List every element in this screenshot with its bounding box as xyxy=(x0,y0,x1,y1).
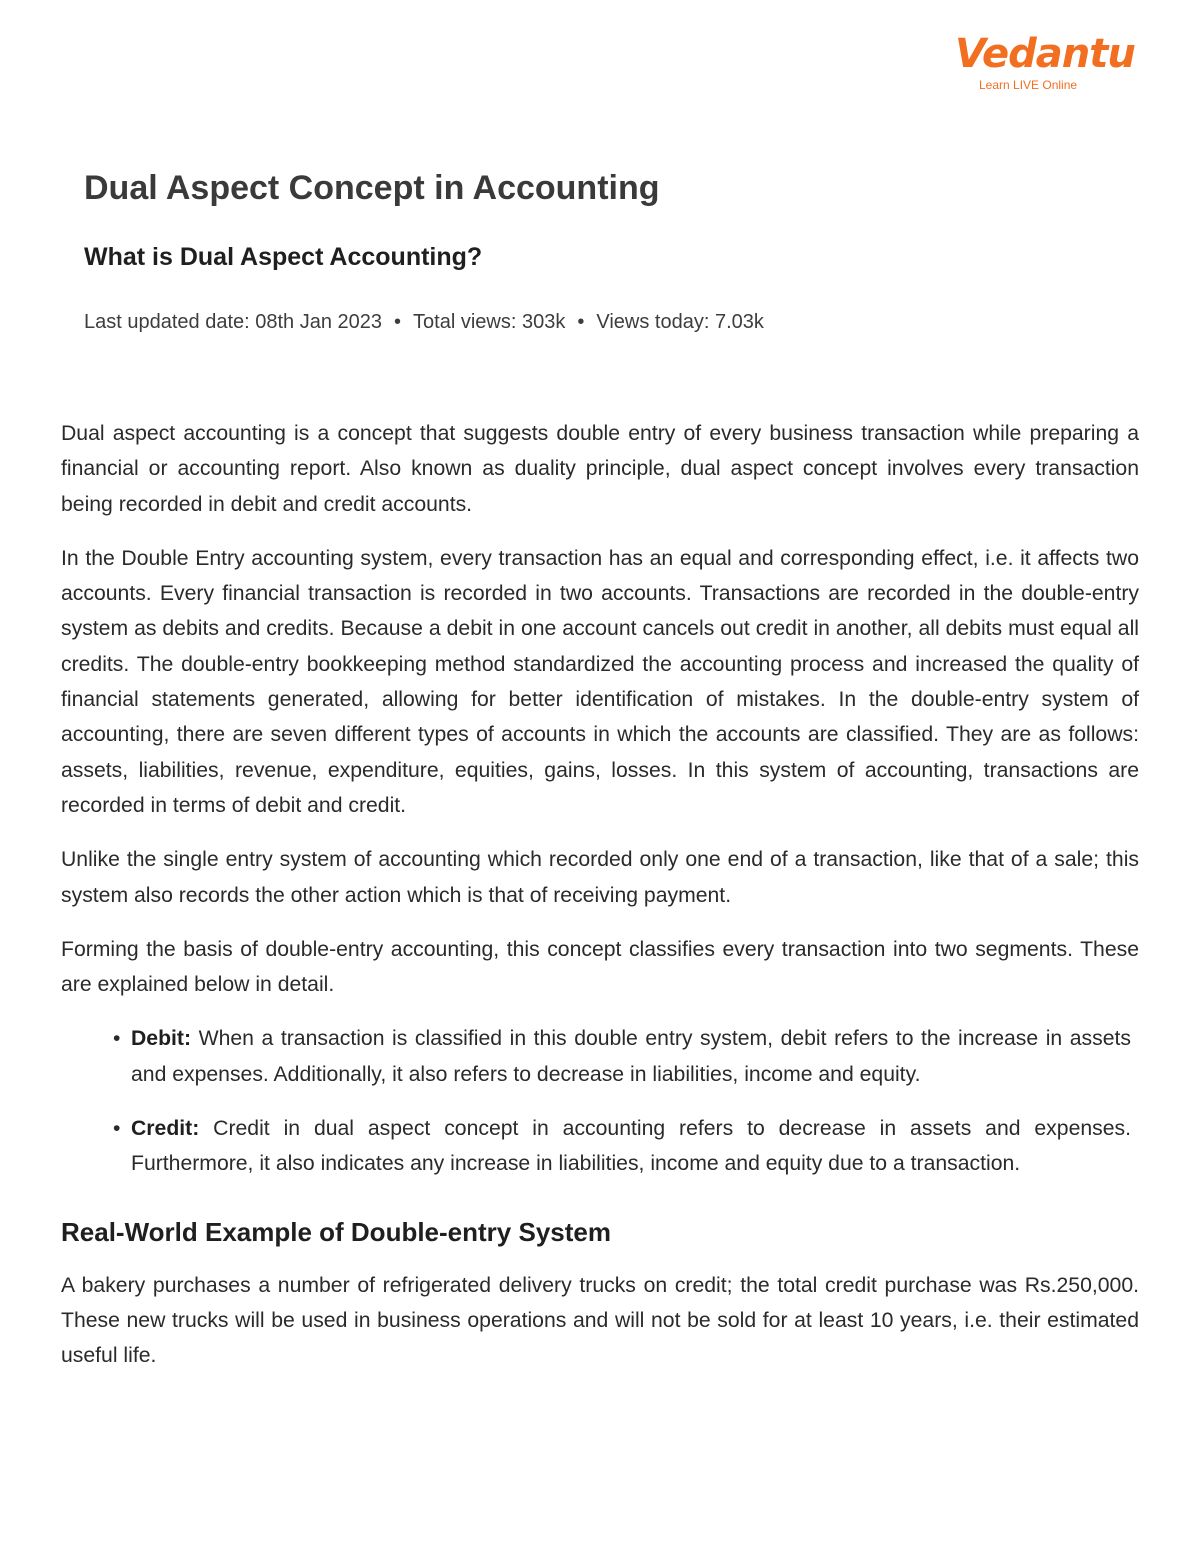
debit-text: When a transaction is classified in this double entry system, debit refers to the increase in assets and expenses. Additionally, it also refers to decrease in liabilities, income and equity. xyxy=(131,1027,1131,1086)
logo-tagline: Learn LIVE Online xyxy=(979,78,1078,92)
credit-term: Credit: xyxy=(131,1117,200,1141)
single-entry-paragraph: Unlike the single entry system of accounting which recorded only one end of a transaction, like that of a sale; this system also records the other action which is that of receiving payment. xyxy=(61,848,1139,907)
bullet-icon: • xyxy=(113,1117,121,1141)
debit-credit-list xyxy=(61,1021,1131,1181)
article-body xyxy=(61,416,1139,1393)
credit-text: Credit in dual aspect concept in accounting refers to decrease in assets and expenses. Furthermore, it also indicates any increase in liabilities, income and equity due to a transaction. xyxy=(131,1117,1131,1176)
bullet-icon: • xyxy=(113,1027,121,1051)
vedantu-logo[interactable] xyxy=(955,30,1135,92)
double-entry-paragraph: In the Double Entry accounting system, every transaction has an equal and corresponding effect, i.e. it affects two accounts. Every financial transaction is recorded in two accounts. Transactions are recorded in the double-entry system as debits and credits. Because a debit in one account cancels out credit in another, all debits must equal all credits. The double-entry bookkeeping method standardized the accounting process and increased the quality of financial statements generated, allowing for better identification of mistakes. In the double-entry system of accounting, there are seven different types of accounts in which the accounts are classified. They are as follows: assets, liabilities, revenue, expenditure, equities, gains, losses. In this system of accounting, transactions are recorded in terms of debit and credit. xyxy=(61,546,1139,817)
page-subtitle: What is Dual Aspect Accounting? xyxy=(84,243,483,271)
views-today: Views today: 7.03k xyxy=(596,311,764,333)
list-item-credit xyxy=(113,1111,1131,1182)
last-updated-date: Last updated date: 08th Jan 2023 xyxy=(84,311,383,333)
total-views: Total views: 303k xyxy=(413,311,566,333)
meta-separator-1: • xyxy=(394,311,402,333)
classification-paragraph: Forming the basis of double-entry accounting, this concept classifies every transaction into two segments. These are explained below in detail. xyxy=(61,937,1139,997)
article-header xyxy=(84,166,1124,336)
debit-term: Debit: xyxy=(131,1027,192,1051)
example-paragraph: A bakery purchases a number of refrigerated delivery trucks on credit; the total credit purchase was Rs.250,000. These new trucks will be used in business operations and will not be sold for at least 10 years, i.e. their estimated useful life. xyxy=(61,1273,1139,1368)
list-item-debit xyxy=(113,1021,1131,1092)
page-title: Dual Aspect Concept in Accounting xyxy=(84,169,660,207)
article-meta xyxy=(84,308,1124,336)
intro-paragraph: Dual aspect accounting is a concept that suggests double entry of every business transaction while preparing a financial or accounting report. Also known as duality principle, dual aspect concept involves every transaction being recorded in debit and credit accounts. xyxy=(61,422,1139,516)
meta-separator-2: • xyxy=(577,311,585,333)
example-heading: Real-World Example of Double-entry System xyxy=(61,1216,611,1247)
logo-wordmark: Vedantu xyxy=(955,31,1135,77)
